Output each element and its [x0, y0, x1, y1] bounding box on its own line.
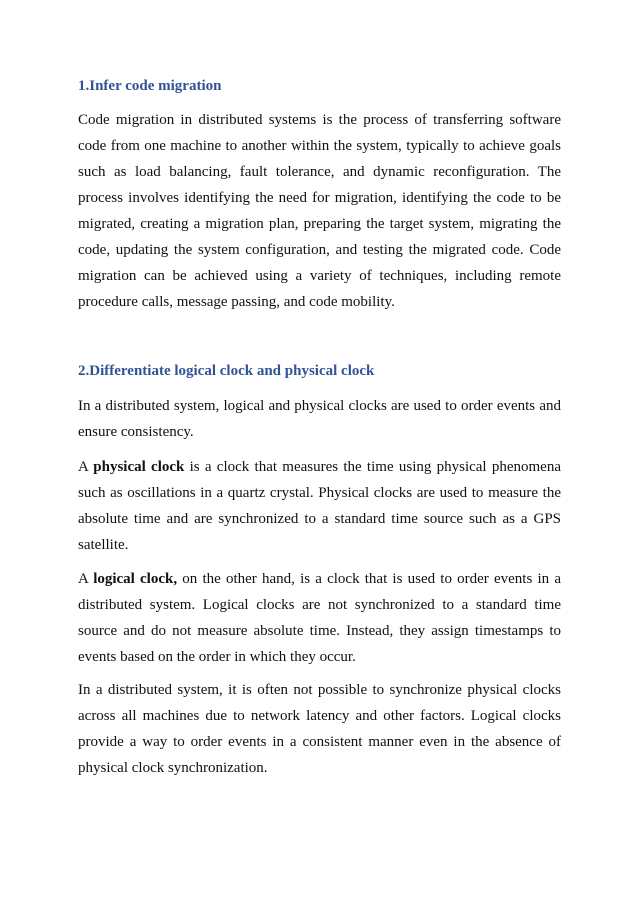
physical-clock-text: is a clock that measures the time using physical phenomena such as oscillations in a quartz crystal. Physical clocks are used to measure the absolute time and are synchronized to a standard time source such as a GPS satellite. — [78, 459, 561, 553]
physical-prefix: A — [78, 459, 94, 475]
logical-prefix: A — [78, 571, 94, 587]
paragraph-clocks-intro: In a distributed system, logical and physical clocks are used to order events and ensure consistency. — [78, 398, 561, 440]
section-heading-clocks: 2.Differentiate logical clock and physical clock — [78, 363, 375, 379]
section-heading-code-migration: 1.Infer code migration — [78, 78, 222, 94]
logical-clock-text: on the other hand, is a clock that is used to order events in a distributed system. Logical clocks are not synchronized to a standard time source and do not measure absolute time. Instead, they assign timestamps to events based on the order in which they occur. — [78, 571, 561, 665]
paragraph-logical-clock — [78, 566, 561, 670]
logical-clock-term: logical clock, — [93, 571, 178, 587]
paragraph-code-migration: Code migration in distributed systems is the process of transferring software code from one machine to another within the system, typically to achieve goals such as load balancing, fault tolerance, and dynamic reconfiguration. The process involves identifying the need for migration, identifying the code to be migrated, creating a migration plan, preparing the target system, migrating the code, updating the system configuration, and testing the migrated code. Code migration can be achieved using a variety of techniques, including remote procedure calls, message passing, and code mobility. — [78, 112, 561, 310]
physical-clock-term: physical clock — [93, 459, 185, 475]
paragraph-clocks-conclusion: In a distributed system, it is often not possible to synchronize physical clocks across all machines due to network latency and other factors. Logical clocks provide a way to order events in a consistent manner even in the absence of physical clock synchronization. — [78, 682, 561, 776]
paragraph-physical-clock — [78, 454, 561, 558]
